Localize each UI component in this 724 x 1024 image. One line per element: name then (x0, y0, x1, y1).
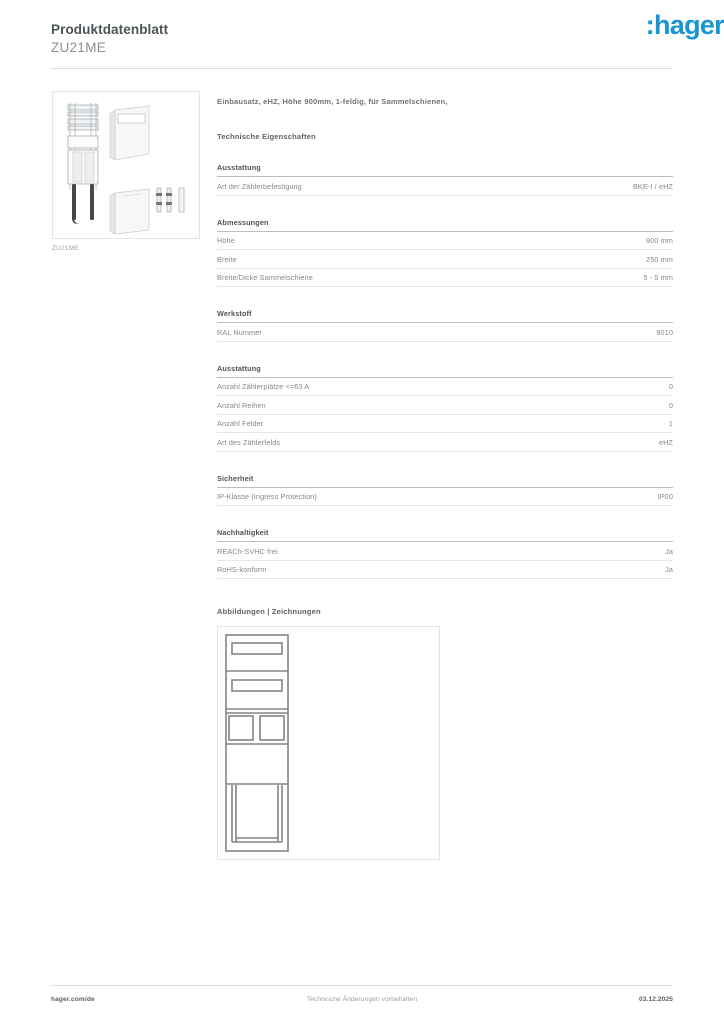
spec-value: BKE-I / eHZ (632, 181, 673, 191)
product-description: Einbausatz, eHZ, Höhe 900mm, 1-feldig, für Sammelschienen, (217, 97, 448, 106)
spec-group (217, 309, 673, 342)
product-photo-caption: ZU21ME (52, 245, 79, 252)
spec-label: Anzahl Reihen (217, 400, 266, 410)
spec-value: Ja (665, 546, 673, 556)
footer-website[interactable]: hager.com/de (51, 996, 95, 1003)
spec-group-heading: Ausstattung (217, 163, 673, 177)
specifications-content (217, 96, 673, 860)
spec-row (217, 561, 673, 580)
spec-row (217, 433, 673, 452)
product-photo-panel (52, 91, 200, 239)
spec-label: IP-Klasse (Ingress Protection) (217, 492, 317, 501)
spec-value: 1 (668, 419, 673, 428)
spec-group (217, 364, 673, 452)
spec-value: 9010 (656, 327, 673, 337)
product-photo (53, 92, 199, 238)
spec-value: eHZ (658, 437, 673, 447)
spec-group (217, 528, 673, 579)
spec-value: 5 - 5 mm (643, 273, 673, 282)
spec-group-heading: Sicherheit (217, 474, 673, 488)
spec-label: Art der Zählerbefestigung (217, 181, 302, 191)
header-divider (51, 68, 673, 69)
spec-label: Breite (217, 254, 237, 264)
spec-label: Art des Zählerfelds (217, 437, 281, 447)
spec-row (217, 415, 673, 434)
spec-value: 0 (668, 382, 673, 391)
spec-group-heading: Abmessungen (217, 218, 673, 232)
technical-drawing (218, 627, 439, 859)
spec-label: Anzahl Felder (217, 419, 264, 428)
spec-group (217, 163, 673, 196)
page-title: Produktdatenblatt (51, 22, 169, 37)
footer-disclaimer: Technische Änderungen vorbehalten (306, 996, 418, 1003)
footer-date: 03.12.2025 (638, 996, 673, 1003)
page-footer (51, 996, 673, 1008)
spec-label: RAL Nummer (217, 327, 262, 337)
product-reference: ZU21ME (51, 40, 107, 55)
spec-row (217, 232, 673, 251)
technical-drawing-panel (217, 626, 440, 860)
spec-value: Ja (665, 565, 673, 574)
spec-row (217, 488, 673, 507)
drawings-section-title: Abbildungen | Zeichnungen (217, 607, 321, 616)
spec-group-heading: Werkstoff (217, 309, 673, 323)
spec-label: Breite/Dicke Sammelschiene (217, 273, 313, 282)
spec-label: RoHS-konform (217, 565, 267, 574)
spec-group (217, 474, 673, 507)
spec-row (217, 177, 673, 196)
spec-label: REACh-SVHC frei (217, 546, 278, 556)
footer-divider (51, 985, 673, 986)
spec-value: 0 (668, 400, 673, 410)
spec-value: 250 mm (646, 254, 673, 264)
hager-logo: :hager (645, 10, 724, 40)
spec-row (217, 269, 673, 288)
spec-row (217, 378, 673, 397)
spec-group-heading: Ausstattung (217, 364, 673, 378)
spec-group-heading: Nachhaltigkeit (217, 528, 673, 542)
spec-row (217, 542, 673, 561)
technical-properties-title: Technische Eigenschaften (217, 132, 316, 141)
spec-label: Anzahl Zählerplätze <=63 A (217, 382, 310, 391)
spec-value: 900 mm (646, 236, 673, 245)
page-header (51, 22, 673, 68)
spec-value: IP00 (657, 492, 673, 501)
spec-row (217, 250, 673, 269)
spec-row (217, 396, 673, 415)
spec-row (217, 323, 673, 342)
spec-group (217, 218, 673, 288)
spec-label: Höhe (217, 236, 235, 245)
